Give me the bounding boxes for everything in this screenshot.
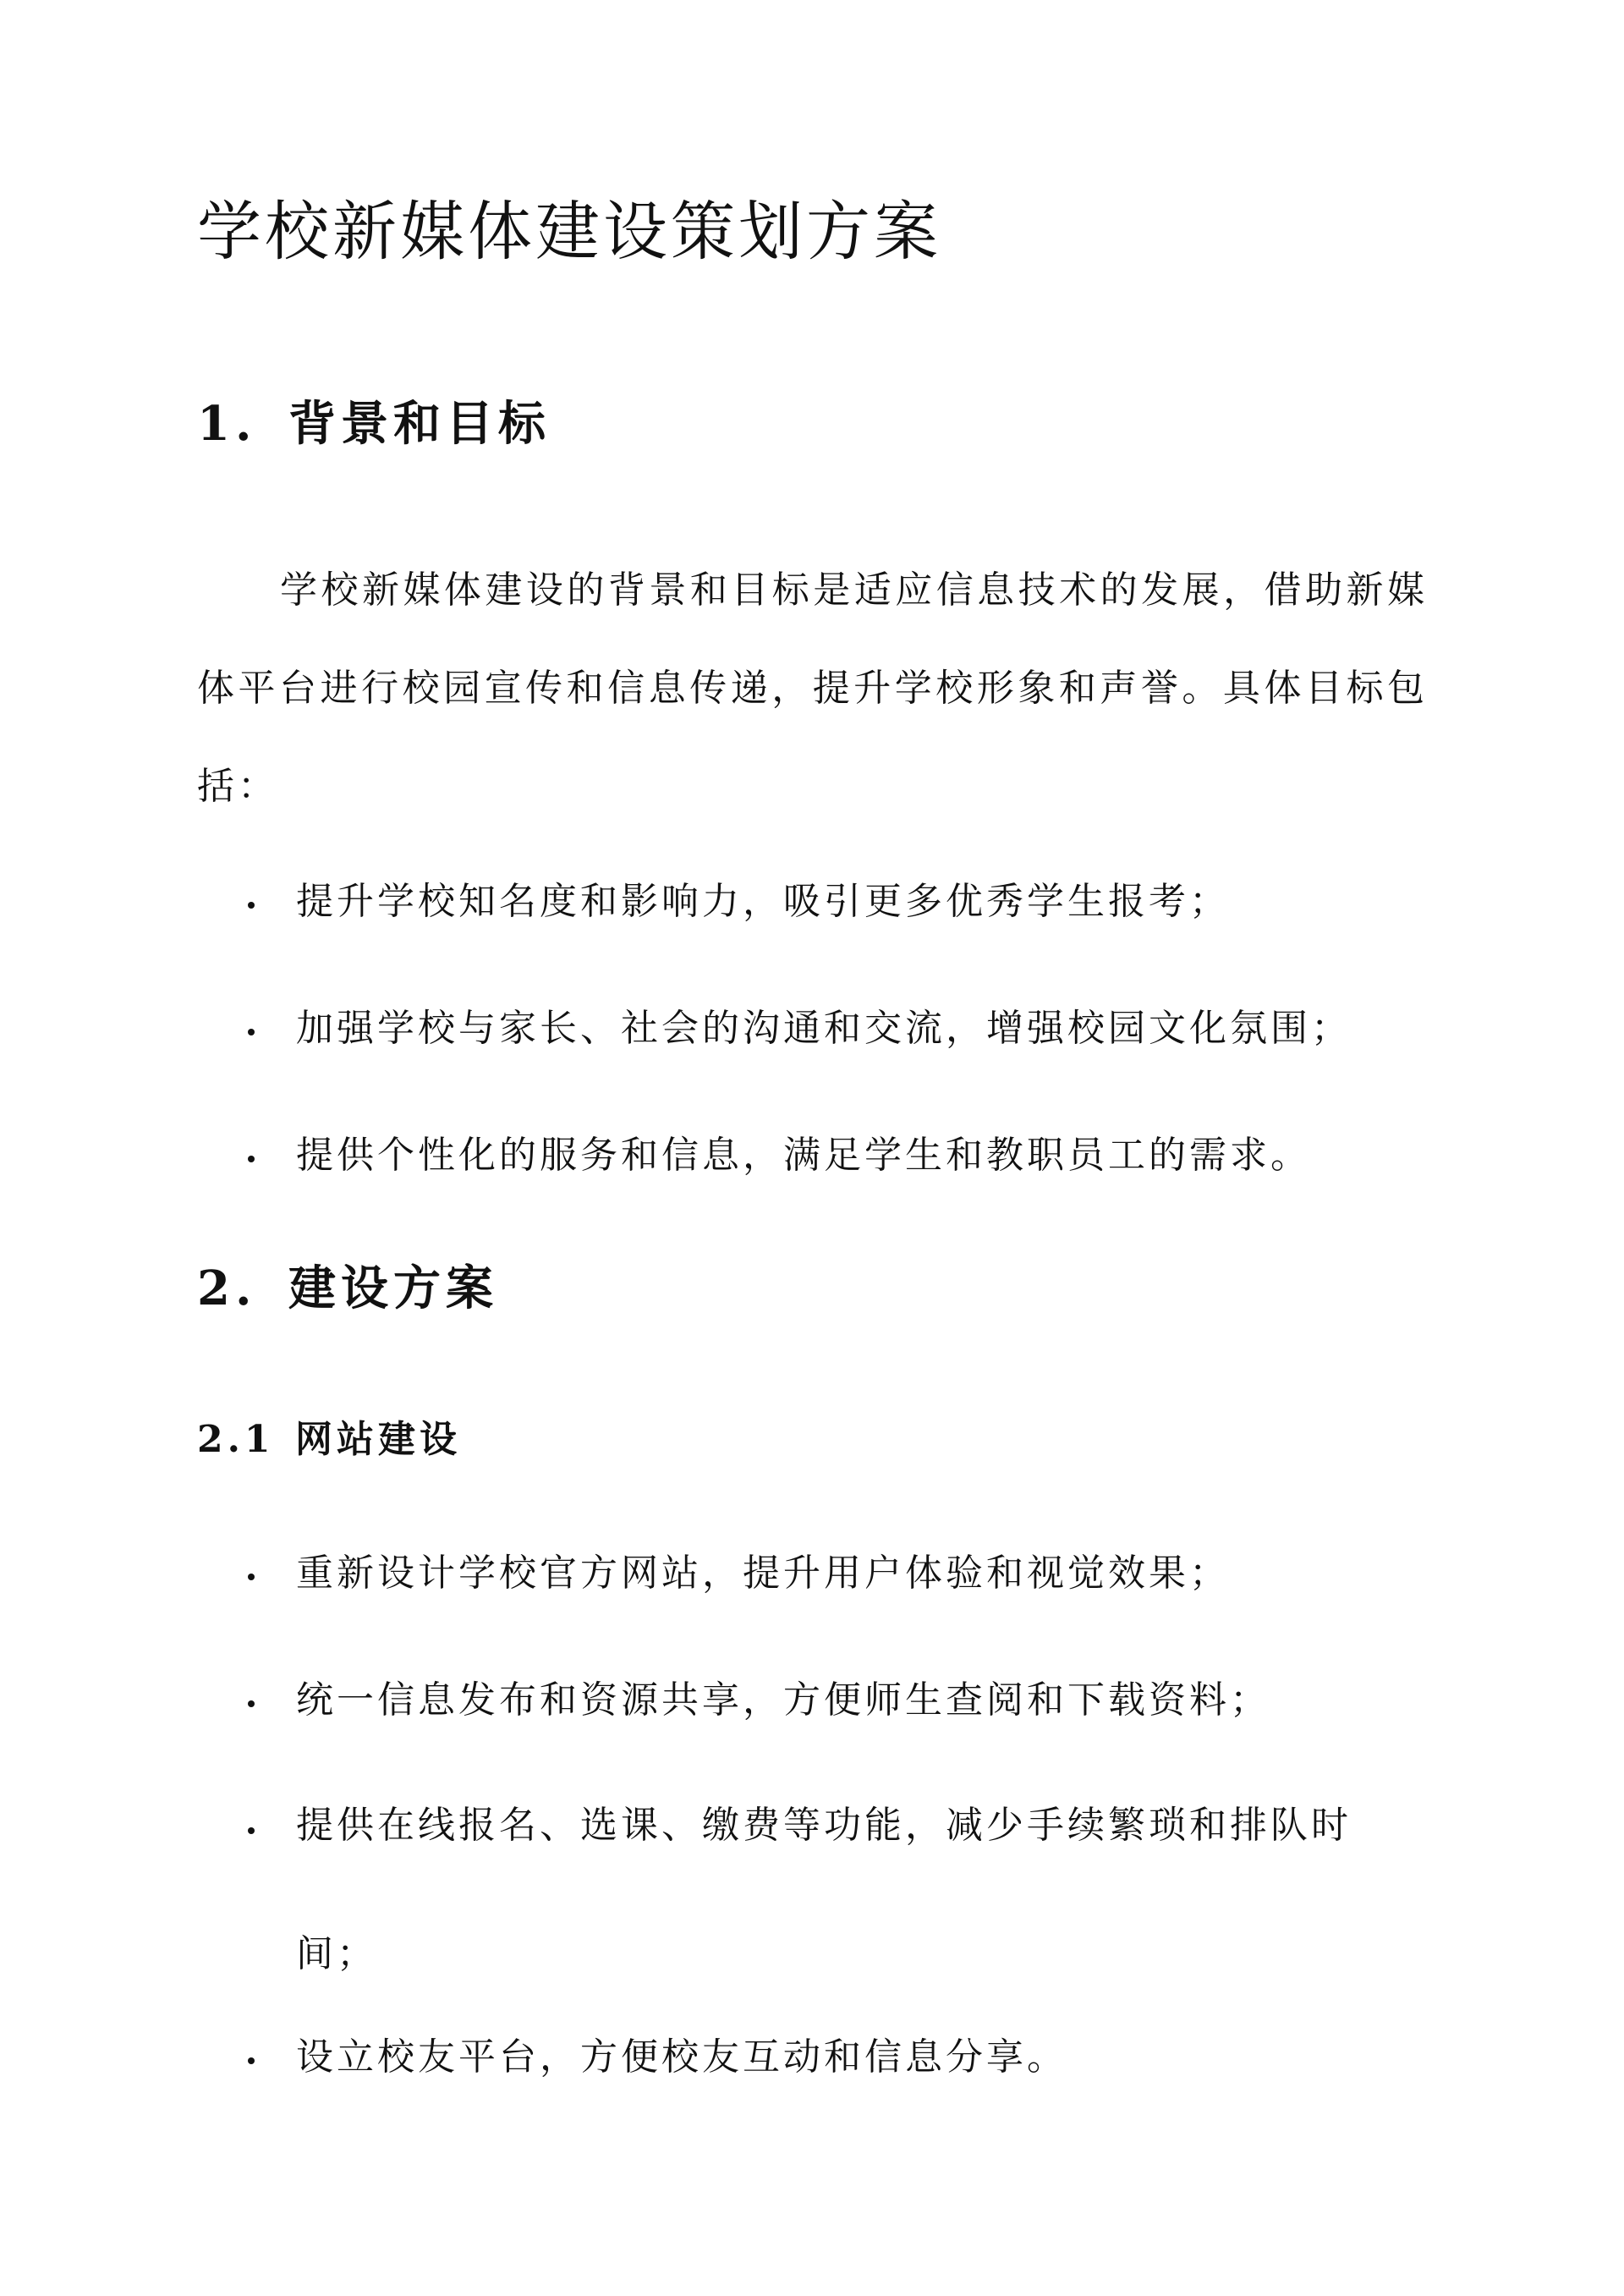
list-item-text: 提供在线报名、选课、缴费等功能，减少手续繁琐和排队时间； <box>296 1804 1352 1975</box>
section-title: 背景和目标 <box>288 396 551 452</box>
section-intro-paragraph: 学校新媒体建设的背景和目标是适应信息技术的发展，借助新媒体平台进行校园宣传和信息传递，提升学校形象和声誉。具体目标包括： <box>197 569 1428 808</box>
bullet-icon <box>248 2057 255 2064</box>
bullet-icon <box>248 1827 255 1834</box>
subsection-heading-website <box>197 1418 461 1463</box>
list-item-text: 设立校友平台，方便校友互动和信息分享。 <box>296 2035 1067 2079</box>
bullet-icon <box>248 902 255 909</box>
list-item-text: 加强学校与家长、社会的沟通和交流，增强校园文化氛围； <box>296 1007 1352 1050</box>
list-item-text: 提升学校知名度和影响力，吸引更多优秀学生报考； <box>296 880 1230 923</box>
section-number: 2. <box>197 1261 257 1316</box>
section-heading-background <box>197 396 551 453</box>
bullet-icon <box>248 1700 255 1707</box>
bullet-icon <box>248 1156 255 1162</box>
bullet-icon <box>248 1029 255 1035</box>
list-item-text: 统一信息发布和资源共享，方便师生查阅和下载资料； <box>296 1678 1270 1722</box>
subsection-number: 2.1 <box>197 1418 275 1461</box>
list-item-text: 提供个性化的服务和信息，满足学生和教职员工的需求。 <box>296 1134 1311 1177</box>
section-number: 1. <box>197 396 257 452</box>
section-heading-plan <box>197 1261 498 1317</box>
section-title: 建设方案 <box>288 1261 498 1316</box>
subsection-title: 网站建设 <box>295 1418 461 1461</box>
list-item-text: 重新设计学校官方网站，提升用户体验和视觉效果； <box>296 1552 1230 1595</box>
bullet-icon <box>248 1574 255 1580</box>
document-title: 学校新媒体建设策划方案 <box>197 194 941 269</box>
